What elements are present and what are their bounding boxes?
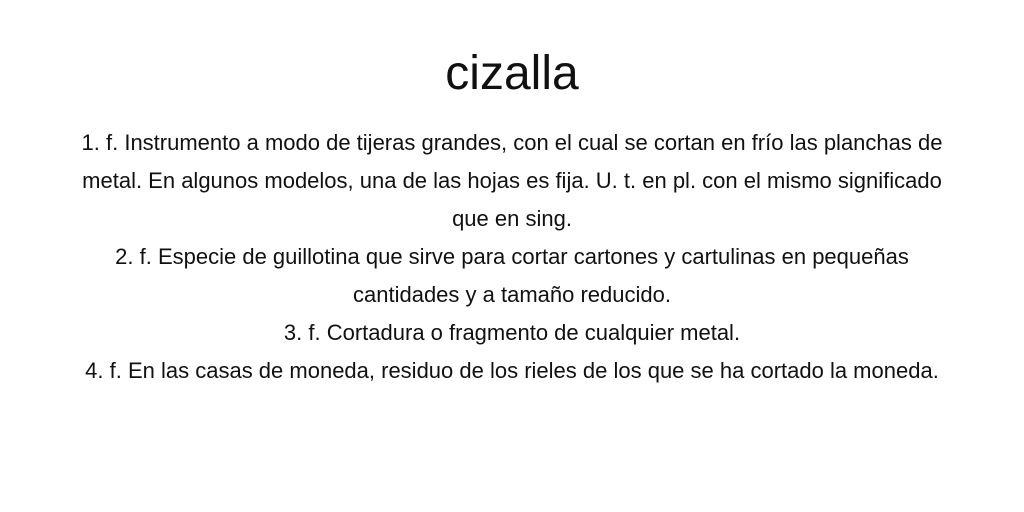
definition-4: 4. f. En las casas de moneda, residuo de los rieles de los que se ha cortado la moneda. <box>85 358 939 383</box>
definition-3: 3. f. Cortadura o fragmento de cualquier metal. <box>283 320 741 345</box>
definitions-list <box>62 124 962 390</box>
headword-title: cizalla <box>445 47 579 100</box>
definition-1: 1. f. Instrumento a modo de tijeras grandes, con el cual se cortan en frío las planchas de metal. En algunos modelos, una de las hojas es fija. U. t. en pl. con el mismo significado que en sing. <box>81 130 943 231</box>
definition-2: 2. f. Especie de guillotina que sirve para cortar cartones y cartulinas en pequeñas cantidades y a tamaño reducido. <box>115 244 909 307</box>
